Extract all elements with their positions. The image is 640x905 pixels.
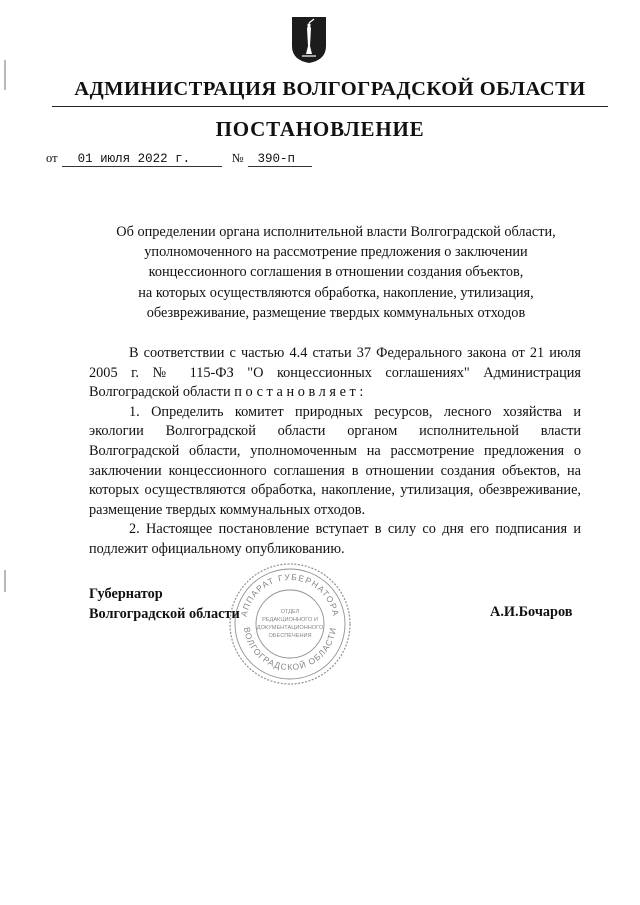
stamp-inner-line: ОБЕСПЕЧЕНИЯ [268, 633, 312, 639]
organization-title: АДМИНИСТРАЦИЯ ВОЛГОГРАДСКОЙ ОБЛАСТИ [74, 78, 586, 100]
header-rule [52, 106, 608, 107]
signatory-title-line: Волгоградской области [89, 606, 240, 622]
decree-colon: : [359, 384, 364, 401]
item-2-paragraph: 2. Настоящее постановление вступает в силу со дня его подписания и подлежит официальному опубликованию. [89, 521, 581, 557]
preamble-text: В соответствии с частью 4.4 статьи 37 Федерального закона от 21 июля 2005 г. № 115-ФЗ "О концессионных соглашениях" Администрация Волгоградской области [89, 345, 581, 401]
subject-line: концессионного соглашения в отношении создания объектов, [148, 264, 524, 281]
item-1-paragraph: 1. Определить комитет природных ресурсов, лесного хозяйства и экологии Волгоградской области органом исполнительной власти Волгоградской области, уполномоченным на рассмотрение предложения о заключении концессионного соглашения в отношении создания объектов, на которых осуществляются обработка, накопление, утилизация, обезвреживание, размещение твердых коммунальных отходов. [89, 403, 581, 518]
subject-line: уполномоченного на рассмотрение предложения о заключении [144, 244, 528, 261]
subject-line: Об определении органа исполнительной власти Волгоградской области, [116, 224, 556, 240]
signatory-name: А.И.Бочаров [490, 604, 573, 620]
stamp-inner-line: РЕДАКЦИОННОГО И [262, 617, 318, 623]
date-label: от [46, 151, 58, 165]
stamp-inner-line: ДОКУМЕНТАЦИОННОГО [256, 625, 324, 631]
signatory-title-line: Губернатор [89, 586, 163, 602]
volgograd-coat-of-arms-icon [291, 16, 327, 64]
document-subject [70, 222, 602, 323]
number-label: № [231, 151, 244, 165]
date-value: 01 июля 2022 г. [62, 152, 222, 167]
document-type-title: ПОСТАНОВЛЕНИЕ [215, 117, 425, 141]
scan-edge-mark [4, 60, 6, 90]
scan-edge-mark [4, 570, 6, 592]
number-value: 390-п [248, 152, 312, 167]
document-body [89, 344, 581, 560]
date-number-line [46, 151, 312, 167]
preamble-paragraph [89, 344, 581, 403]
stamp-inner-line: ОТДЕЛ [280, 609, 300, 615]
decree-word: постановляет [234, 384, 360, 401]
stamp-outer-bottom-text: ВОЛГОГРАДСКОЙ ОБЛАСТИ [242, 626, 338, 673]
stamp-outer-text: АППАРАТ ГУБЕРНАТОРА [238, 571, 342, 618]
subject-line: на которых осуществляются обработка, накопление, утилизация, [138, 284, 534, 301]
official-stamp [226, 560, 354, 688]
signatory-title [89, 584, 240, 624]
subject-line: обезвреживание, размещение твердых коммунальных отходов [146, 304, 526, 321]
